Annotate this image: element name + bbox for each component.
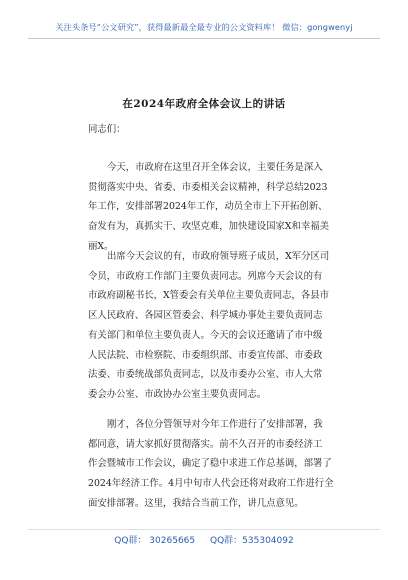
- paragraph-line: 市政府副秘书长，X管委会有关单位主要负责同志，各县市: [88, 290, 330, 302]
- paragraph-1: [88, 158, 358, 257]
- qq-group-1: QQ群： 30265665: [114, 536, 196, 546]
- paragraph-line: 有关部门和单位主要负责人。今天的会议还邀请了市中级: [88, 329, 323, 341]
- paragraph-line: 出席今天会议的有，市政府领导班子成员，X军分区司: [107, 251, 330, 262]
- paragraph-line: 区人民政府、各园区管委会、科学城办事处主要负责同志: [88, 310, 323, 322]
- paragraph-3: [88, 415, 358, 514]
- paragraph-line: 作会暨城市工作会议，确定了稳中求进工作总基调，部署了: [88, 458, 332, 470]
- paragraph-line: 法委、市委统战部负责同志，以及市委办公室、市人大常: [88, 369, 323, 381]
- salutation: 同志们：: [88, 124, 126, 135]
- paragraph-2: [88, 247, 358, 405]
- paragraph-line: 贯彻落实中央、省委、市委相关会议精神，科学总结2023: [88, 181, 328, 193]
- document-title: 在2024年政府全体会议上的讲话: [122, 98, 286, 110]
- paragraph-line: 丽X。: [88, 240, 114, 252]
- footer-divider: [28, 529, 380, 530]
- paragraph-line: 奋发有为，真抓实干、攻坚克难，加快建设国家X和幸福美: [88, 221, 330, 233]
- footer-contact: [0, 533, 408, 546]
- paragraph-line: 面安排部署。这里，我结合当前工作，讲几点意见。: [88, 497, 304, 509]
- qq-group-2: QQ群：535304092: [210, 536, 294, 546]
- paragraph-line: 都同意，请大家抓好贯彻落实。前不久召开的市委经济工: [88, 438, 323, 450]
- header-banner: 关注头条号“公文研究”，获得最新最全最专业的公文资料库！ 微信：gongwenyj: [55, 22, 353, 32]
- paragraph-line: 人民法院、市检察院、市委组织部、市委宣传部、市委政: [88, 349, 323, 361]
- paragraph-line: 今天，市政府在这里召开全体会议，主要任务是深入: [107, 162, 323, 173]
- paragraph-line: 刚才，各位分管领导对今年工作进行了安排部署，我: [107, 419, 323, 430]
- paragraph-line: 委会办公室、市政协办公室主要负责同志。: [88, 388, 267, 400]
- paragraph-line: 令员，市政府工作部门主要负责同志。列席今天会议的有: [88, 270, 323, 282]
- header-divider: [28, 38, 380, 39]
- paragraph-line: 2024年经济工作。4月中旬市人代会还将对政府工作进行全: [88, 478, 334, 490]
- paragraph-line: 年工作，安排部署2024年工作，动员全市上下开拓创新、: [88, 201, 328, 213]
